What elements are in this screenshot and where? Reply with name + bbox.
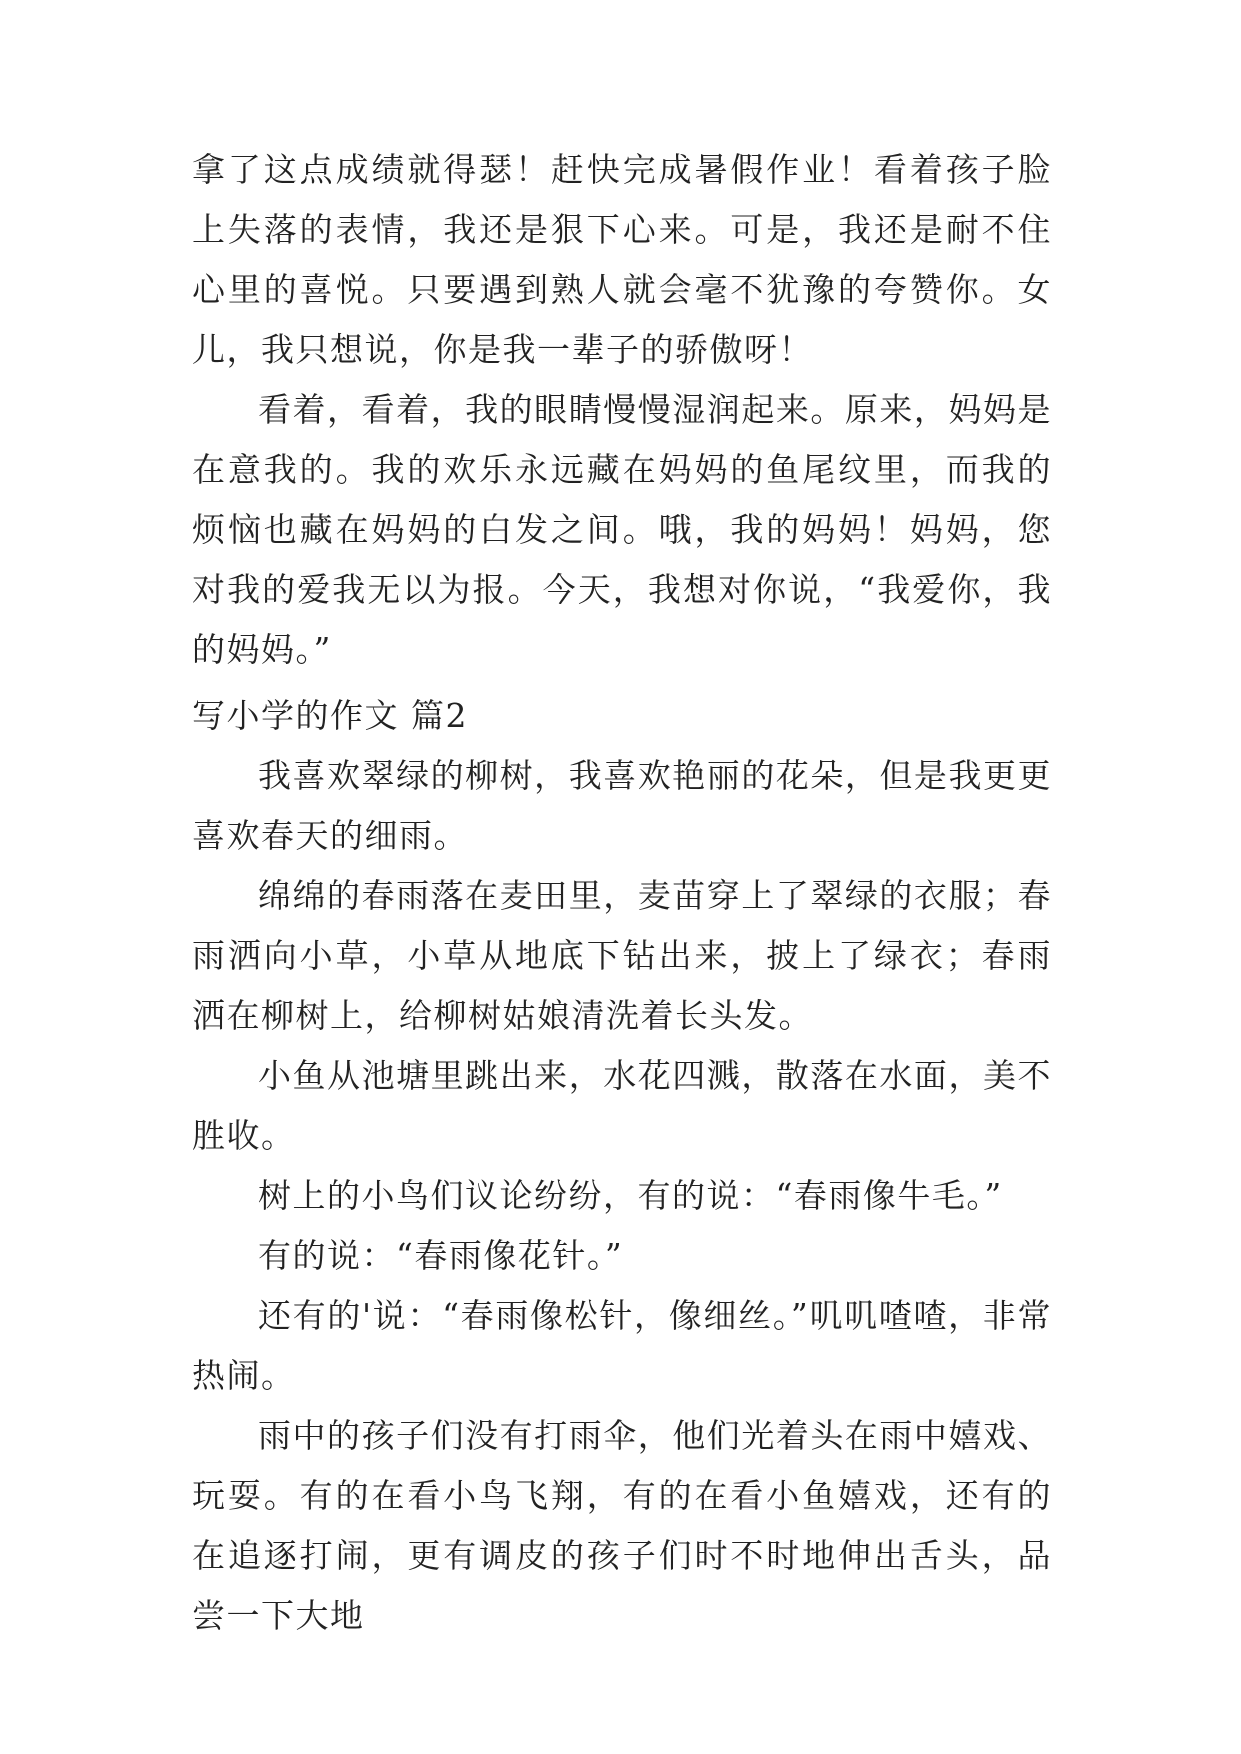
paragraph: 有的说：“春雨像花针。”	[258, 1236, 624, 1275]
section-1-body	[192, 140, 1052, 680]
essay-heading: 写小学的作文 篇2	[192, 696, 468, 735]
paragraph: 树上的小鸟们议论纷纷，有的说：“春雨像牛毛。”	[258, 1176, 1003, 1215]
paragraph: 看着，看着，我的眼睛慢慢湿润起来。原来，妈妈是在意我的。我的欢乐永远藏在妈妈的鱼尾纹里，而我的烦恼也藏在妈妈的白发之间。哦，我的妈妈！妈妈，您对我的爱我无以为报。今天，我想对你说，“我爱你，我的妈妈。”	[192, 390, 1052, 669]
paragraph: 雨中的孩子们没有打雨伞，他们光着头在雨中嬉戏、玩耍。有的在看小鸟飞翔，有的在看小鱼嬉戏，还有的在追逐打闹，更有调皮的孩子们时不时地伸出舌头，品尝一下大地	[192, 1416, 1052, 1635]
paragraph: 小鱼从池塘里跳出来，水花四溅，散落在水面，美不胜收。	[192, 1056, 1052, 1155]
section-2-body	[192, 746, 1052, 1646]
paragraph: 还有的'说：“春雨像松针，像细丝。”叽叽喳喳，非常热闹。	[192, 1296, 1052, 1395]
paragraph: 绵绵的春雨落在麦田里，麦苗穿上了翠绿的衣服；春雨洒向小草，小草从地底下钻出来，披上了绿衣；春雨洒在柳树上，给柳树姑娘清洗着长头发。	[192, 876, 1052, 1035]
paragraph-continued: 拿了这点成绩就得瑟！赶快完成暑假作业！看着孩子脸上失落的表情，我还是狠下心来。可是，我还是耐不住心里的喜悦。只要遇到熟人就会毫不犹豫的夸赞你。女儿，我只想说，你是我一辈子的骄傲呀！	[192, 150, 1052, 369]
paragraph: 我喜欢翠绿的柳树，我喜欢艳丽的花朵，但是我更更喜欢春天的细雨。	[192, 756, 1052, 855]
